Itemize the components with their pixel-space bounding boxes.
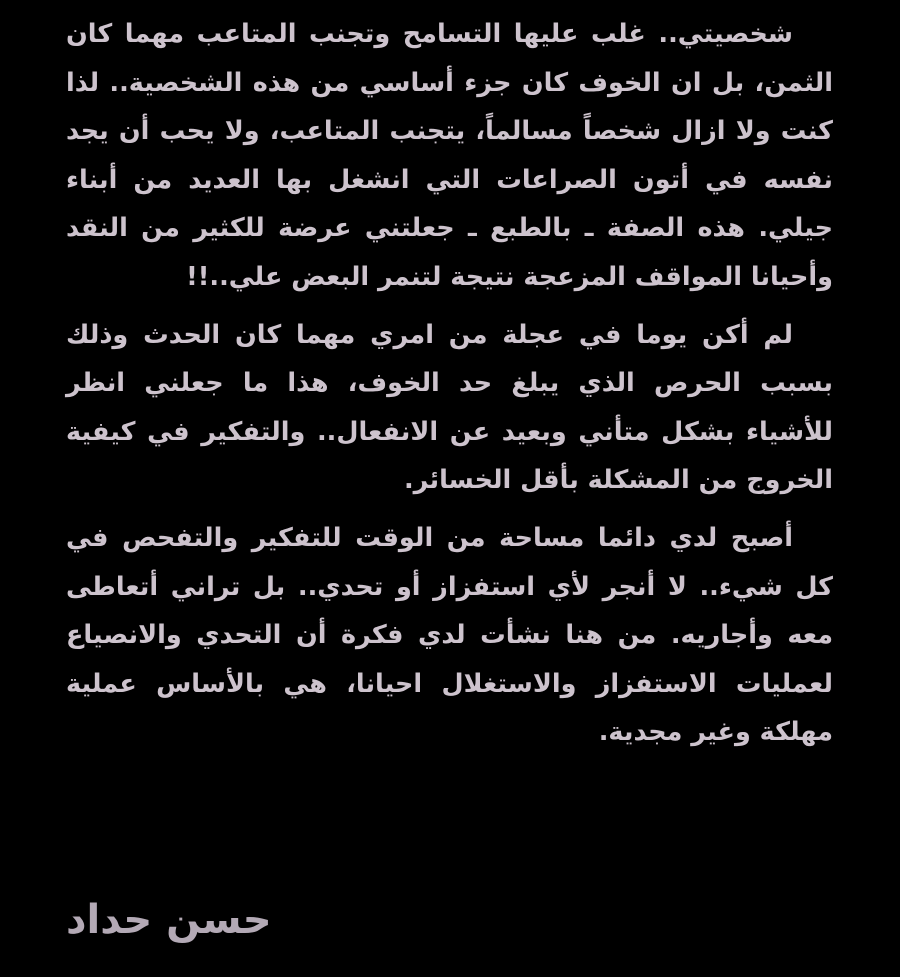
author-signature: حسن حداد — [66, 897, 272, 943]
paragraph-2: لم أكن يوما في عجلة من امري مهما كان الحدث وذلك بسبب الحرص الذي يبلغ حد الخوف، هذا ما جعلني انظر للأشياء بشكل متأني وبعيد عن الانفعال.. والتفكير في كيفية الخروج من المشكلة بأقل الخسائر. — [66, 319, 833, 496]
paragraph-1: شخصيتي.. غلب عليها التسامح وتجنب المتاعب مهما كان الثمن، بل ان الخوف كان جزء أساسي من هذه الشخصية.. لذا كنت ولا ازال شخصاً مسالماً، يتجنب المتاعب، ولا يحب أن يجد نفسه في أتون الصراعات التي انشغل بها العديد من أبناء جيلي. هذه الصفة ـ بالطبع ـ جعلتني عرضة للكثير من النقد وأحيانا المواقف المزعجة نتيجة لتنمر البعض علي..!! — [66, 19, 833, 292]
article-body — [66, 10, 833, 757]
paragraph-3: أصبح لدي دائما مساحة من الوقت للتفكير والتفحص في كل شيء.. لا أنجر لأي استفزاز أو تحدي.. بل تراني أتعاطى معه وأجاريه. من هنا نشأت لدي فكرة أن التحدي والانصياع لعمليات الاستفزاز والاستغلال احيانا، هي بالأساس عملية مهلكة وغير مجدية. — [66, 522, 833, 748]
